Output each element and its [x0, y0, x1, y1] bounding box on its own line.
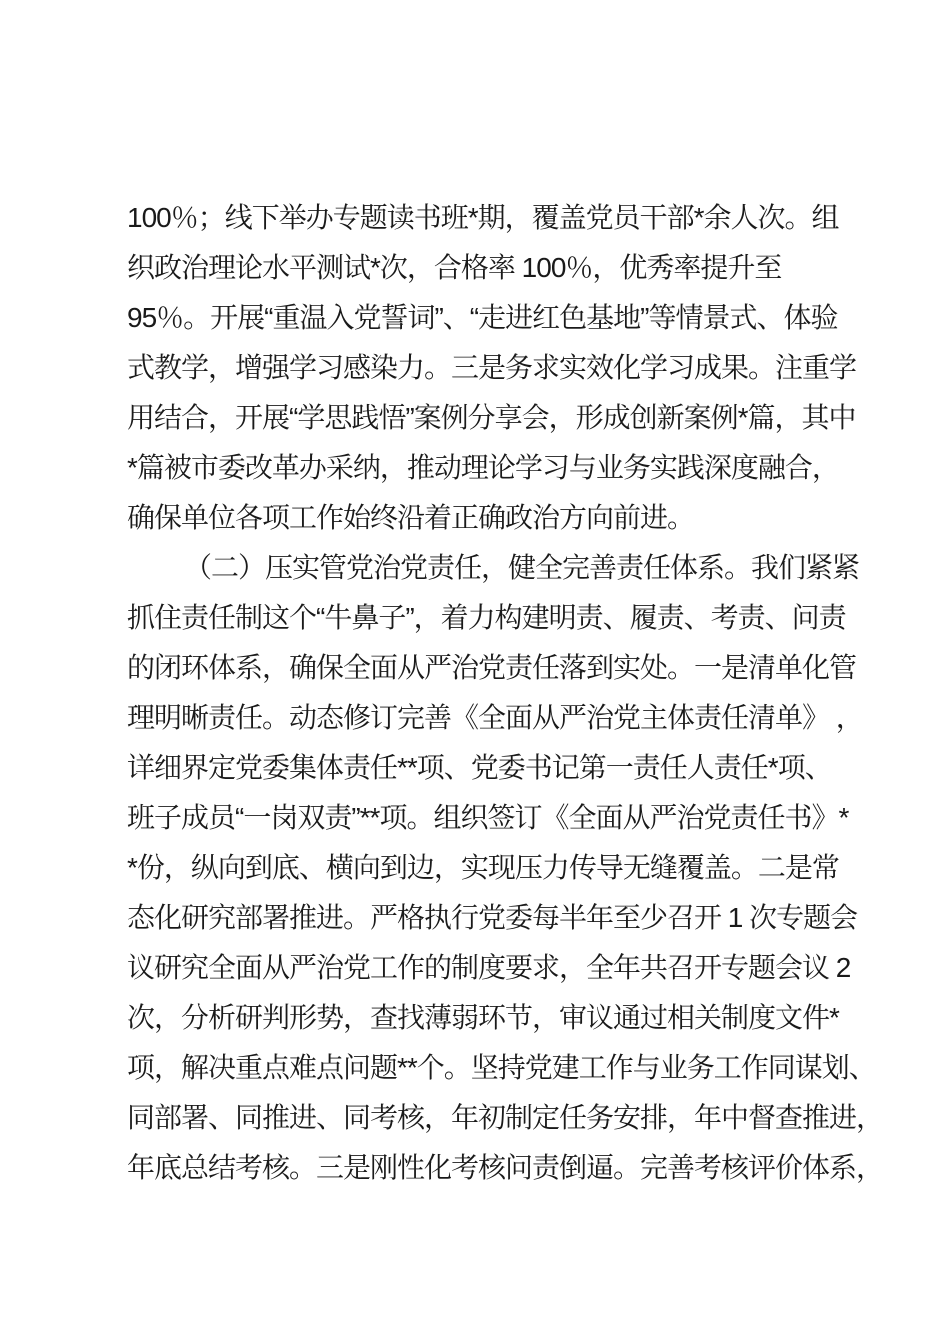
text-line: （二）压实管党治党责任，健全完善责任体系。我们紧紧: [184, 552, 860, 583]
text-line: 式教学，增强学习感染力。三是务求实效化学习成果。注重学: [127, 352, 857, 383]
text-line: 理明晰责任。动态修订完善《全面从严治党主体责任清单》 ，: [127, 702, 863, 733]
text-line: 抓住责任制这个“牛鼻子”，着力构建明责、履责、考责、问责: [127, 602, 846, 633]
text-line: 项，解决重点难点问题**个。坚持党建工作与业务工作同谋划、: [127, 1052, 876, 1083]
text-line: 同部署、同推进、同考核，年初制定任务安排，年中督查推进，: [127, 1102, 884, 1133]
paragraph: [127, 193, 887, 543]
text-line: *篇被市委改革办采纳，推动理论学习与业务实践深度融合，: [127, 452, 839, 483]
text-line: 用结合，开展“学思践悟”案例分享会，形成创新案例*篇，其中: [127, 402, 856, 433]
text-line: 95％。开展“重温入党誓词”、“走进红色基地”等情景式、体验: [127, 302, 838, 333]
text-line: 次，分析研判形势，查找薄弱环节，审议通过相关制度文件*: [127, 1002, 839, 1033]
text-line: 议研究全面从严治党工作的制度要求，全年共召开专题会议 2: [127, 952, 851, 983]
paragraph: [127, 543, 887, 1193]
text-line: 织政治理论水平测试*次，合格率 100％，优秀率提升至: [127, 252, 782, 283]
text-line: 100％；线下举办专题读书班*期，覆盖党员干部*余人次。组: [127, 202, 839, 233]
text-line: *份，纵向到底、横向到边，实现压力传导无缝覆盖。二是常: [127, 852, 839, 883]
text-line: 态化研究部署推进。严格执行党委每半年至少召开 1 次专题会: [127, 902, 858, 933]
text-line: 年底总结考核。三是刚性化考核问责倒逼。完善考核评价体系，: [127, 1152, 884, 1183]
document-body: [127, 193, 887, 1193]
text-line: 详细界定党委集体责任**项、党委书记第一责任人责任*项、: [127, 752, 832, 783]
text-line: 确保单位各项工作始终沿着正确政治方向前进。: [127, 502, 695, 533]
text-line: 班子成员“一岗双责”**项。组织签订《全面从严治党责任书》*: [127, 802, 849, 833]
text-line: 的闭环体系，确保全面从严治党责任落到实处。一是清单化管: [127, 652, 857, 683]
